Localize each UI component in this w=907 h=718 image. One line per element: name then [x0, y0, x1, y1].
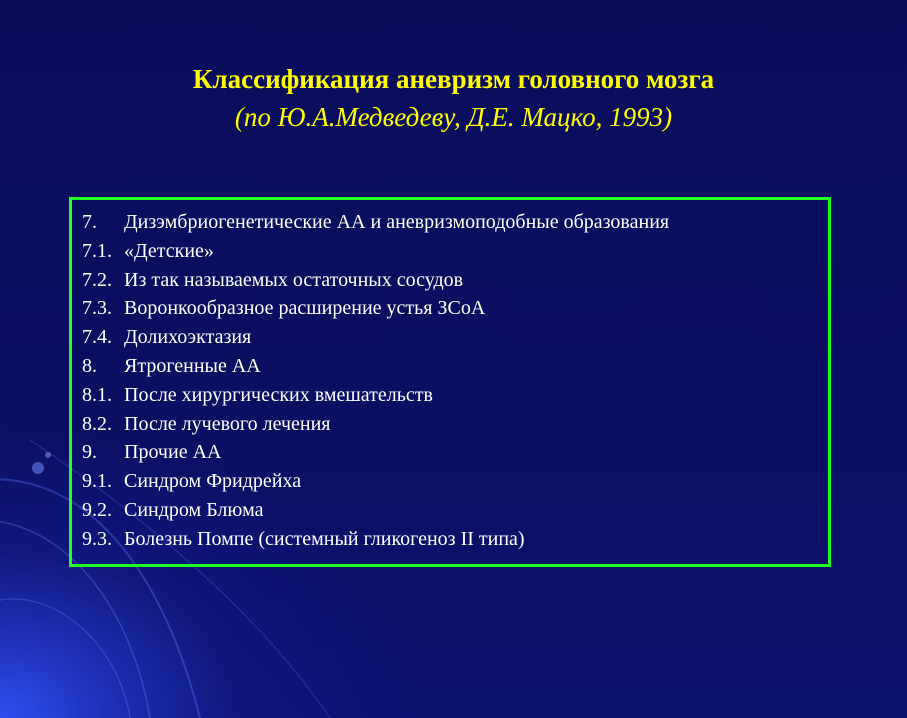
- item-text: Ятрогенные АА: [124, 354, 261, 377]
- item-number: 8.: [82, 354, 97, 377]
- item-number: 7.1.: [82, 239, 112, 262]
- list-item: [82, 381, 669, 410]
- slide-subtitle: (по Ю.А.Медведеву, Д.Е. Мацко, 1993): [234, 102, 673, 132]
- slide-title: Классификация аневризм головного мозга: [192, 64, 715, 94]
- item-number: 9.1.: [82, 470, 112, 493]
- item-number: 7.2.: [82, 268, 112, 291]
- list-item: [82, 438, 669, 467]
- item-number: 7.3.: [82, 297, 112, 320]
- item-text: Из так называемых остаточных сосудов: [124, 268, 464, 291]
- list-item: [82, 496, 669, 525]
- item-text: Прочие АА: [124, 441, 222, 464]
- list-item: [82, 410, 669, 439]
- list-item: [82, 208, 669, 237]
- item-number: 9.: [82, 441, 97, 464]
- item-text: Болезнь Помпе (системный гликогеноз II типа): [124, 527, 525, 550]
- item-number: 8.2.: [82, 412, 112, 435]
- item-text: После хирургических вмешательств: [124, 383, 433, 406]
- list-item: [82, 237, 669, 266]
- list-item: [82, 294, 669, 323]
- classification-frame: [69, 197, 831, 567]
- item-number: 7.: [82, 211, 97, 233]
- item-text: Синдром Фридрейха: [124, 470, 302, 493]
- list-item: [82, 525, 669, 554]
- classification-list: [82, 208, 669, 554]
- item-text: После лучевого лечения: [124, 412, 331, 435]
- item-number: 9.2.: [82, 498, 112, 521]
- item-number: 9.3.: [82, 527, 112, 550]
- item-text: Синдром Блюма: [124, 498, 264, 521]
- item-text: Дизэмбриогенетические АА и аневризмоподобные образования: [124, 211, 670, 233]
- list-item: [82, 467, 669, 496]
- item-text: «Детские»: [124, 239, 214, 262]
- item-text: Воронкообразное расширение устья ЗСоА: [124, 297, 486, 320]
- list-item: [82, 352, 669, 381]
- list-item: [82, 266, 669, 295]
- list-item: [82, 323, 669, 352]
- item-number: 7.4.: [82, 326, 112, 349]
- item-number: 8.1.: [82, 383, 112, 406]
- item-text: Долихоэктазия: [124, 326, 252, 349]
